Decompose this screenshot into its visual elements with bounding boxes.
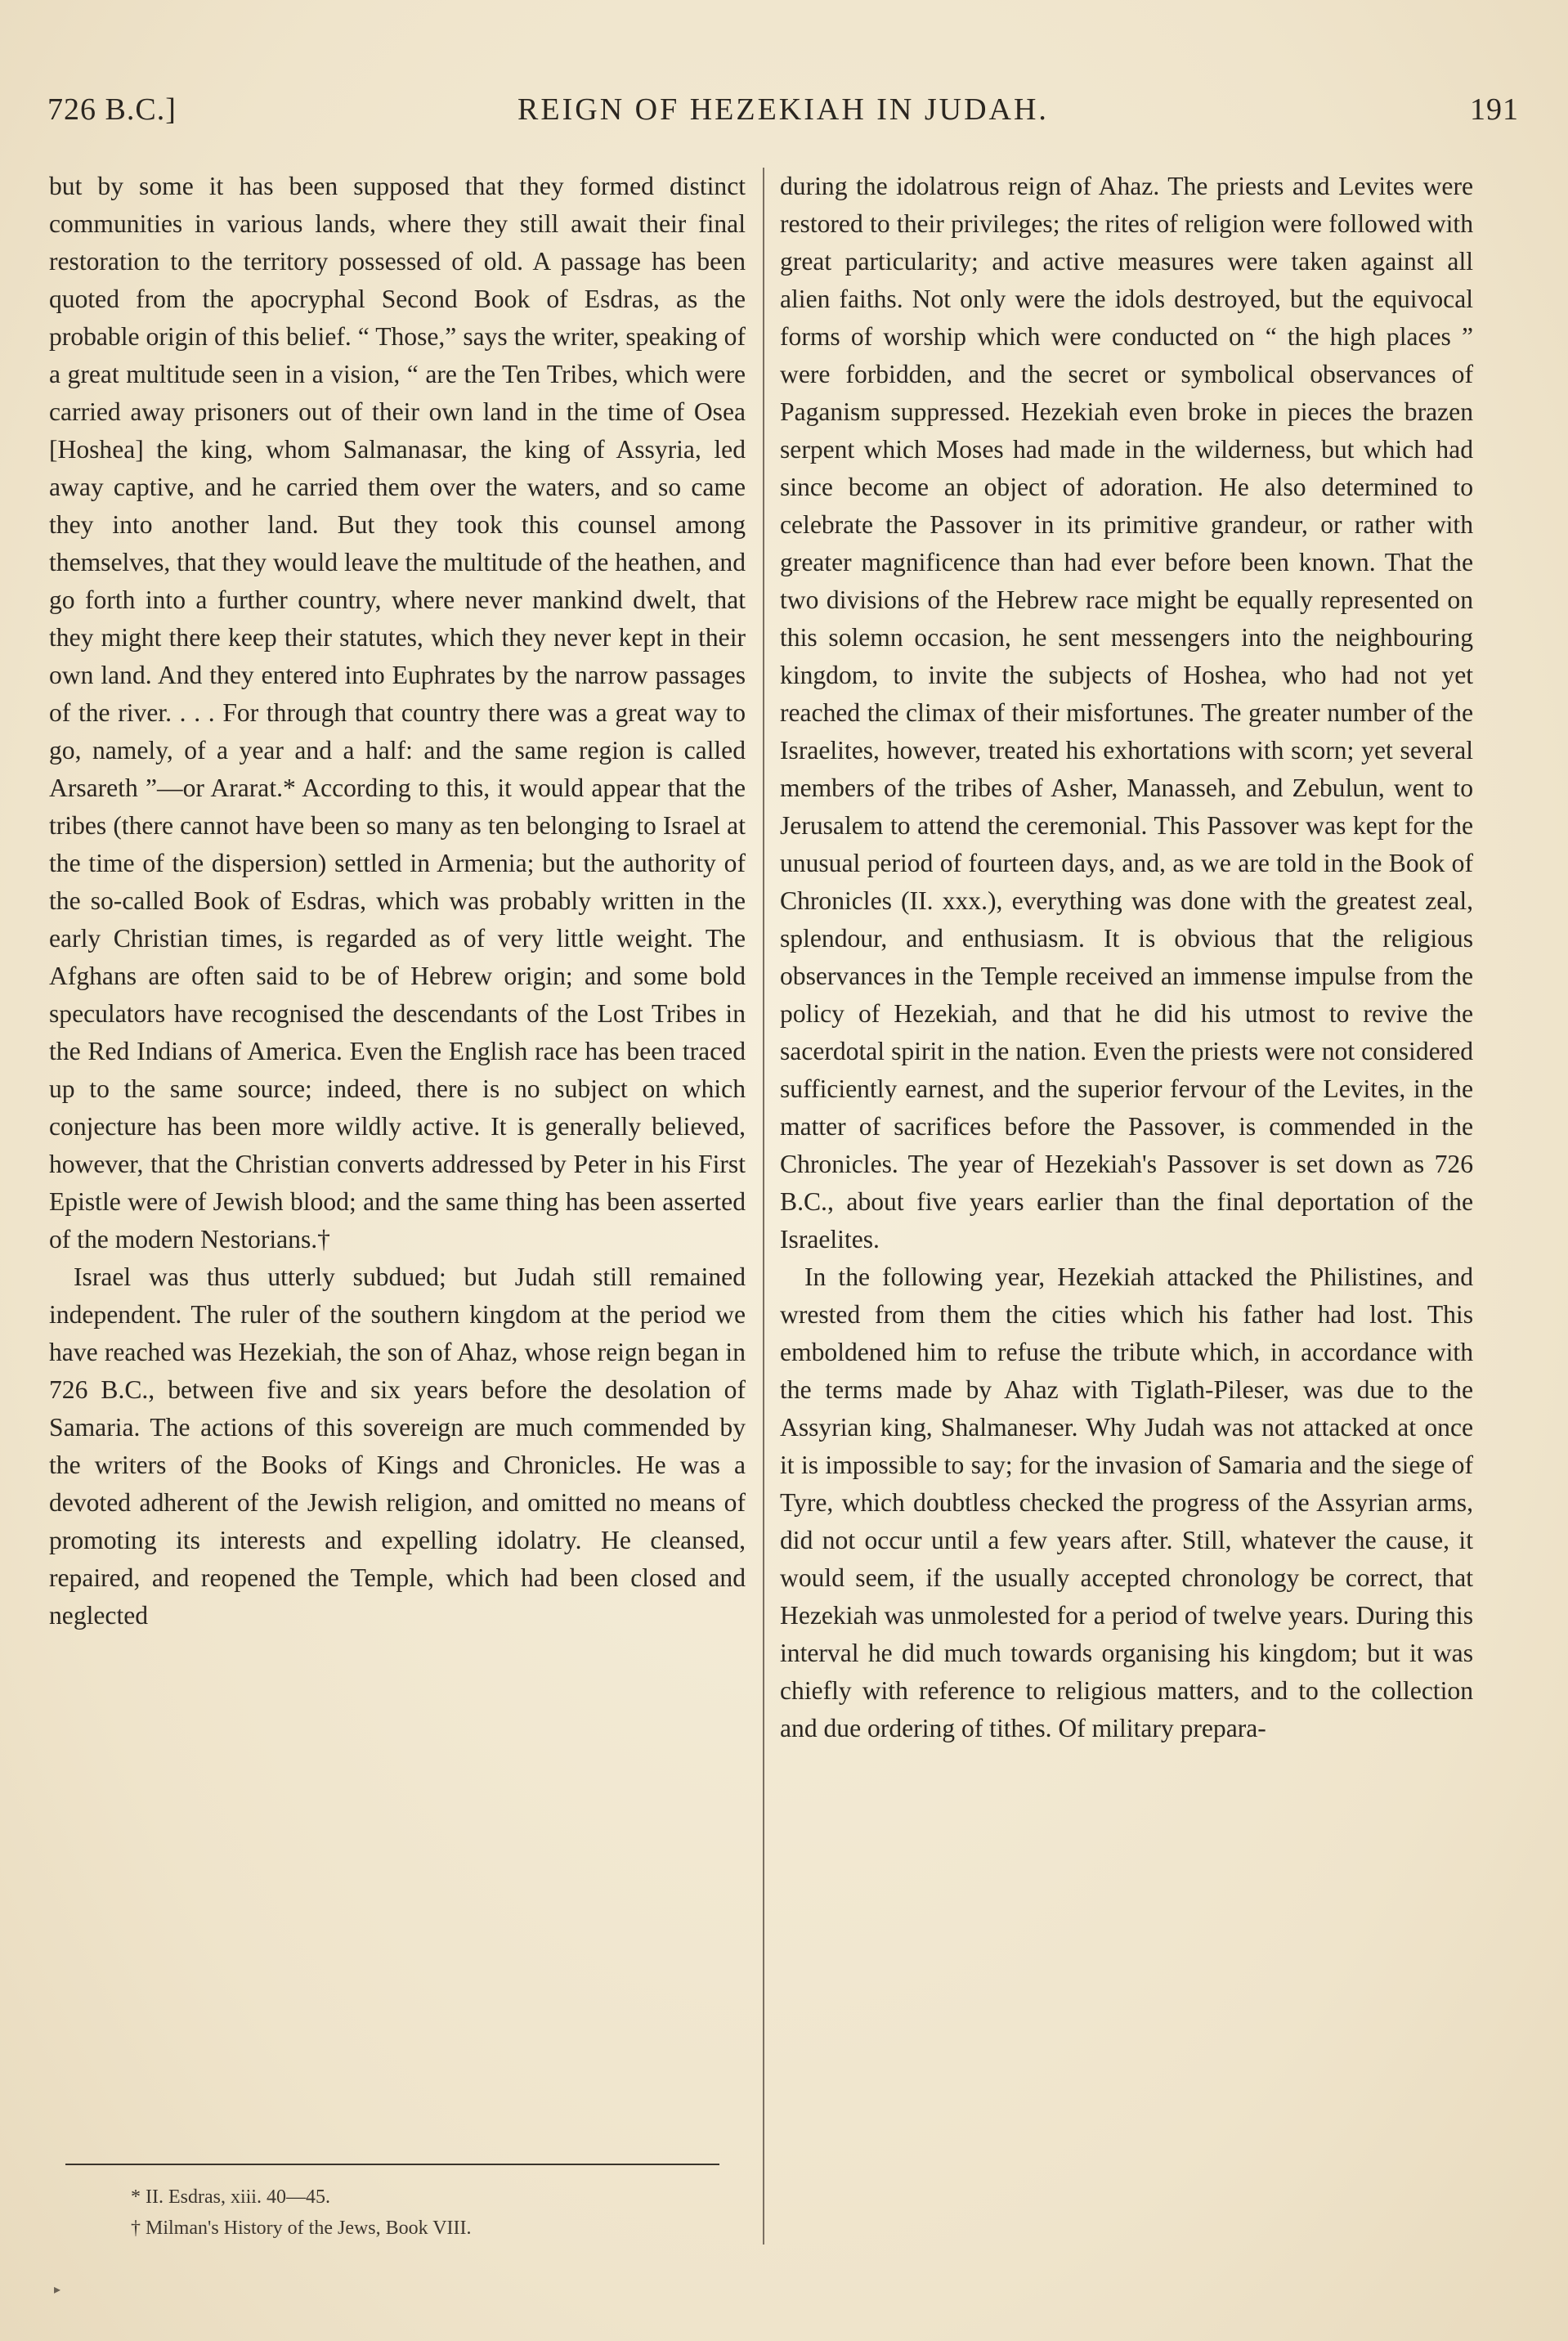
footnote-rule [65,2164,719,2165]
footnote-esdras: * II. Esdras, xiii. 40—45. [131,2186,330,2208]
footnote-milman: † Milman's History of the Jews, Book VIII. [131,2218,472,2239]
page-number: 191 [1470,92,1519,127]
header-date: 726 B.C.] [47,92,177,127]
header-title: REIGN OF HEZEKIAH IN JUDAH. [517,92,1049,127]
right-paragraph-2: In the following year, Hezekiah attacked the Philistines, and wrested from them the cities which his father had lost. This emboldened him to refuse the tribute which, in accordance with the terms made by Ahaz with Tiglath-Pileser, was due to the Assyrian king, Shalmaneser. Why Judah was not attacked at once it is impossible to say; for the invasion of Samaria and the siege of Tyre, which doubtless checked the progress of the Assyrian arms, did not occur until a few years after. Still, whatever the cause, it would seem, if the usually accepted chronology be correct, that Hezekiah was unmolested for a period of twelve years. During this interval he did much towards organising his kingdom; but it was chiefly with reference to religious matters, and to the collection and due ordering of tithes. Of military prepara- [780,1262,1473,1742]
left-paragraph-2: Israel was thus utterly subdued; but Judah still remained independent. The ruler of the southern kingdom at the period we have reached was Hezekiah, the son of Ahaz, whose reign began in 726 B.C., between five and six years before the desolation of Samaria. The actions of this sovereign are much commended by the writers of the Books of Kings and Chronicles. He was a devoted adherent of the Jewish religion, and omitted no means of promoting its interests and expelling idolatry. He cleansed, repaired, and reopened the Temple, which had been closed and neglected [49,1262,746,1630]
footnotes [131,2182,719,2244]
left-column [49,168,746,1635]
right-paragraph-1: during the idolatrous reign of Ahaz. The priests and Levites were restored to their privileges; the rites of religion were followed with great particularity; and active measures were taken against all alien faiths. Not only were the idols destroyed, but the equivocal forms of worship which were conducted on “ the high places ” were forbidden, and the secret or symbolical observances of Paganism suppressed. Hezekiah even broke in pieces the brazen serpent which Moses had made in the wilderness, but which had since become an object of adoration. He also determined to celebrate the Passover in its primitive grandeur, or rather with greater magnificence than had ever before been known. That the two divisions of the Hebrew race might be equally represented on this solemn occasion, he sent messengers into the neighbouring kingdom, to invite the subjects of Hoshea, who had not yet reached the climax of their misfortunes. The greater number of the Israelites, however, treated his exhortations with scorn; yet several members of the tribes of Asher, Manasseh, and Zebulun, went to Jerusalem to attend the ceremonial. This Passover was kept for the unusual period of fourteen days, and, as we are told in the Book of Chronicles (II. xxx.), everything was done with the greatest zeal, splendour, and enthusiasm. It is obvious that the religious observances in the Temple received an immense impulse from the policy of Hezekiah, and that he did his utmost to revive the sacerdotal spirit in the nation. Even the priests were not considered sufficiently earnest, and the superior fervour of the Levites, in the matter of sacrifices before the Passover, is commended in the Chronicles. The year of Hezekiah's Passover is set down as 726 B.C., about five years earlier than the final deportation of the Israelites. [780,172,1473,1253]
column-divider [763,168,764,2245]
running-head [47,92,1519,141]
left-paragraph-1: but by some it has been supposed that they formed distinct communities in various lands, where they still await their final restoration to the territory possessed of old. A passage has been quoted from the apocryphal Second Book of Esdras, as the probable origin of this belief. “ Those,” says the writer, speaking of a great multitude seen in a vision, “ are the Ten Tribes, which were carried away prisoners out of their own land in the time of Osea [Hoshea] the king, whom Salmanasar, the king of Assyria, led away captive, and he carried them over the waters, and so came they into another land. But they took this counsel among themselves, that they would leave the multitude of the heathen, and go forth into a further country, where never mankind dwelt, that they might there keep their statutes, which they never kept in their own land. And they entered into Euphrates by the narrow passages of the river. . . . For through that country there was a great way to go, namely, of a year and a half: and the same region is called Arsareth ”—or Ararat.* According to this, it would appear that the tribes (there cannot have been so many as ten belonging to Israel at the time of the dispersion) settled in Armenia; but the authority of the so-called Book of Esdras, which was probably written in the early Christian times, is regarded as of very little weight. The Afghans are often said to be of Hebrew origin; and some bold speculators have recognised the descendants of the Lost Tribes in the Red Indians of America. Even the English race has been traced up to the same source; indeed, there is no subject on which conjecture has been more wildly active. It is generally believed, however, that the Christian converts addressed by Peter in his First Epistle were of Jewish blood; and the same thing has been asserted of the modern Nestorians.† [49,172,746,1253]
page-mark: ▸ [54,2283,61,2297]
right-column [780,168,1473,1747]
